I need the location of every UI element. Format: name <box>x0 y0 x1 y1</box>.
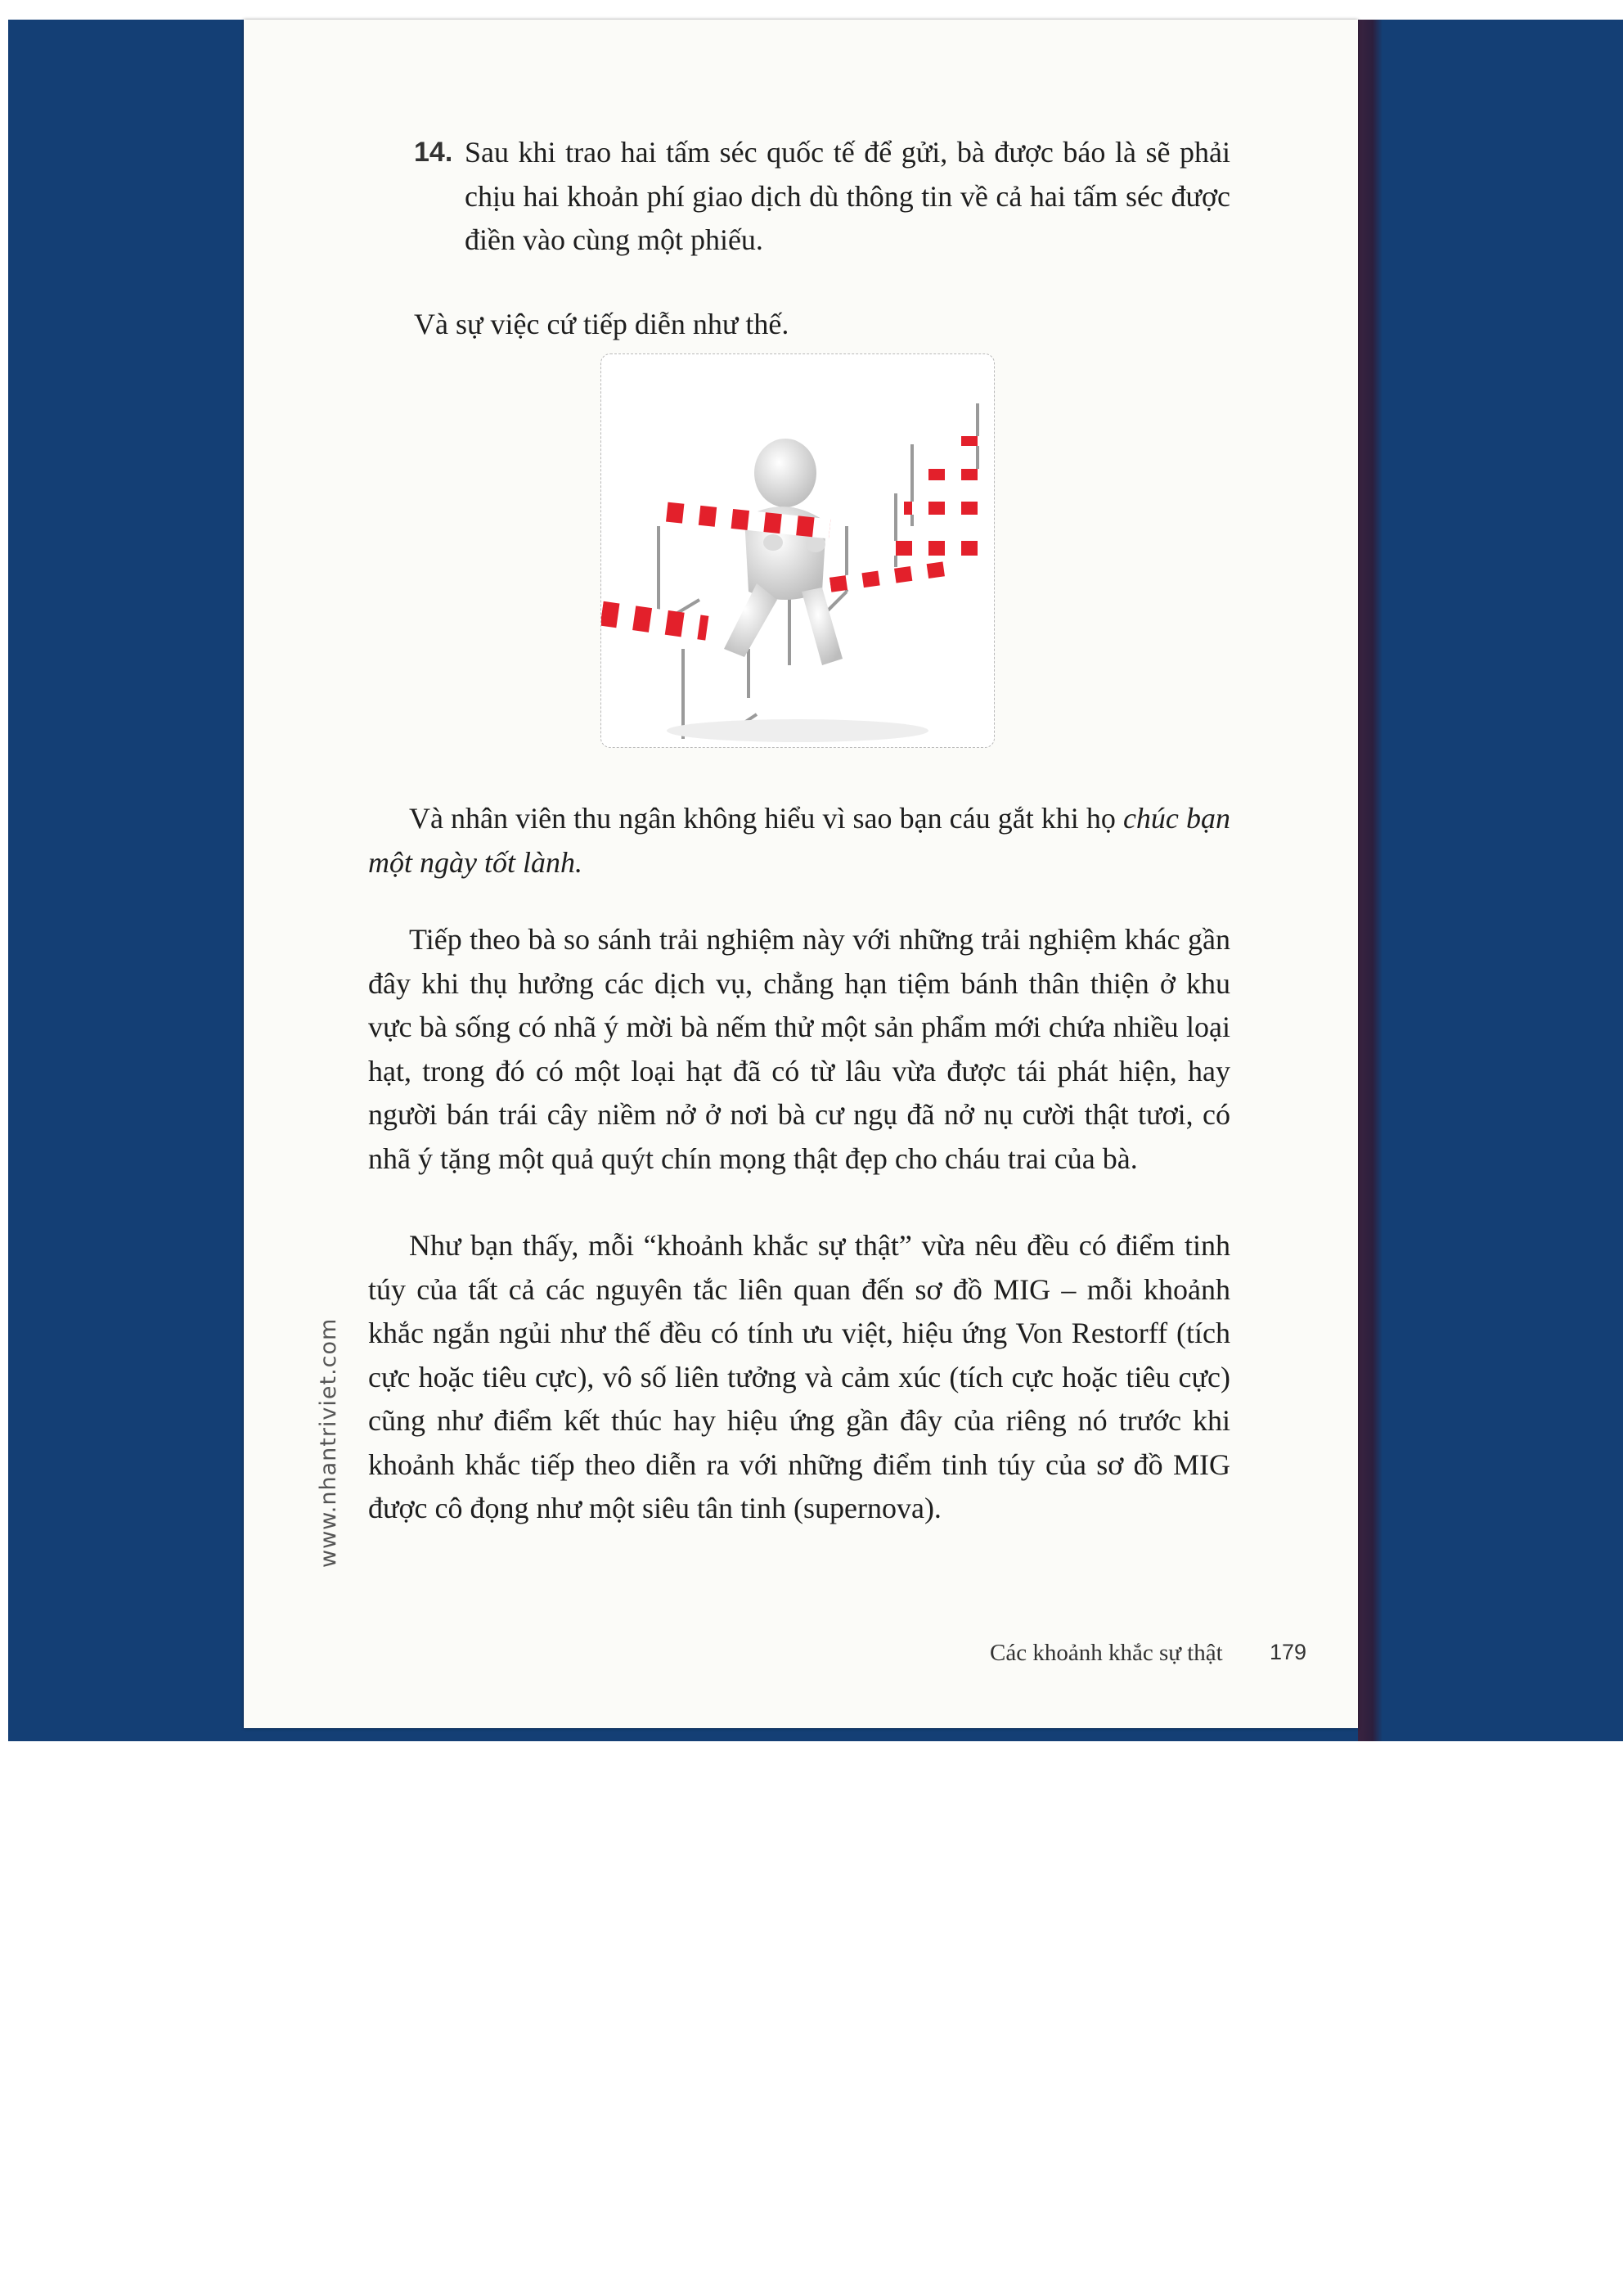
page-number: 179 <box>1270 1640 1307 1664</box>
continuation-line: Và sự việc cứ tiếp diễn như thế. <box>414 308 789 340</box>
hurdles-illustration-svg <box>601 354 994 747</box>
side-url: www.nhantriviet.com <box>316 1317 341 1568</box>
book-edge <box>1358 20 1382 1741</box>
paragraph-3: Như bạn thấy, mỗi “khoảnh khắc sự thật” vừa nêu đều có điểm tinh túy của tất cả các nguyên tắc liên quan đến sơ đồ MIG – mỗi khoảnh khắc ngắn ngủi như thế đều có tính ưu việt, hiệu ứng Von Restorff (tích cực hoặc tiêu cực), vô số liên tưởng và cảm xúc (tích cực hoặc tiêu cực) cũng như điểm kết thúc hay hiệu ứng gần đây của riêng nó trước khi khoảnh khắc tiếp theo diễn ra với những điểm tinh túy của sơ đồ MIG được cô đọng như một siêu tân tinh (supernova). <box>368 1229 1230 1524</box>
hurdles-illustration-icon <box>600 353 995 748</box>
running-footer-title: Các khoảnh khắc sự thật <box>990 1640 1223 1666</box>
book-page <box>244 20 1358 1728</box>
list-item-number: 14. <box>414 137 453 168</box>
paragraph-1-italic: chúc bạn một ngày tốt lành. <box>368 802 1230 879</box>
paragraph-1-regular: Và nhân viên thu ngân không hiểu vì sao bạn cáu gắt khi họ <box>409 802 1123 835</box>
list-item-text: Sau khi trao hai tấm séc quốc tế để gửi, bà được báo là sẽ phải chịu hai khoản phí giao dịch dù thông tin về cả hai tấm séc được điền vào cùng một phiếu. <box>465 136 1230 256</box>
paragraph-1 <box>368 797 1230 885</box>
paragraph-2: Tiếp theo bà so sánh trải nghiệm này với những trải nghiệm khác gần đây khi thụ hưởng các dịch vụ, chẳng hạn tiệm bánh thân thiện ở khu vực bà sống có nhã ý mời bà nếm thử một sản phẩm mới chứa nhiều loại hạt, trong đó có một loại hạt đã có từ lâu vừa được tái phát hiện, hay người bán trái cây niềm nở ở nơi bà cư ngụ đã nở nụ cười thật tươi, có nhã ý tặng một quả quýt chín mọng thật đẹp cho cháu trai của bà. <box>368 923 1230 1175</box>
